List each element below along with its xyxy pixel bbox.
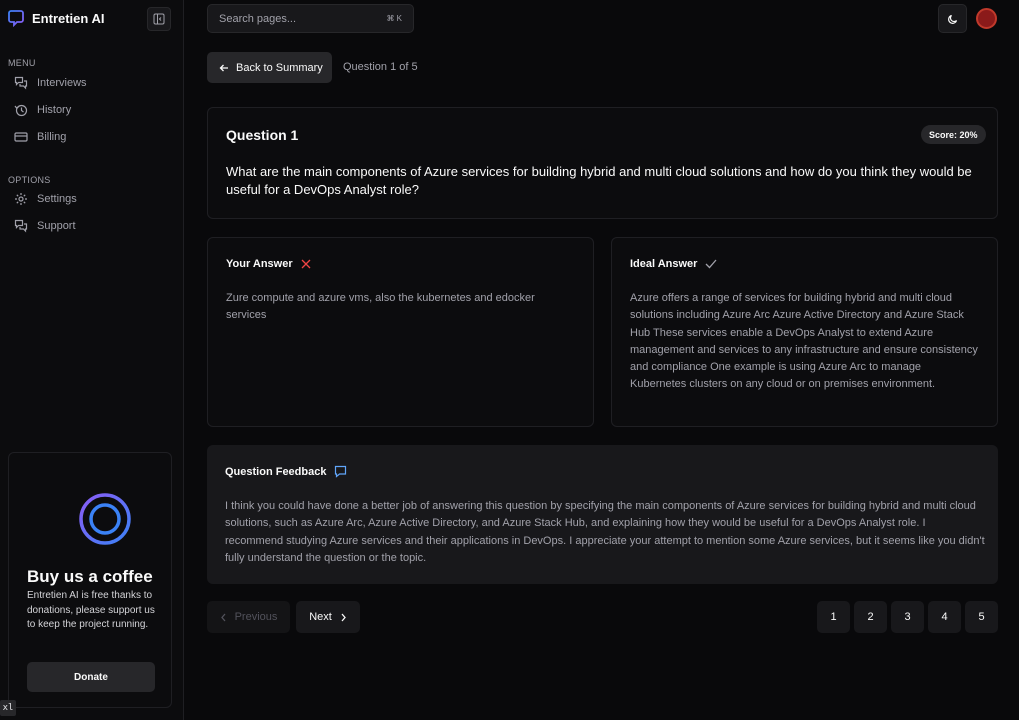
breakpoint-indicator: xl bbox=[0, 700, 16, 716]
back-to-summary-button[interactable] bbox=[207, 52, 332, 83]
donation-title: Buy us a coffee bbox=[27, 567, 153, 586]
sidebar-item-label: Support bbox=[37, 220, 76, 232]
options-section-label: OPTIONS bbox=[8, 175, 51, 185]
previous-button[interactable] bbox=[207, 601, 290, 633]
sidebar-item-billing[interactable] bbox=[8, 126, 173, 148]
sidebar-item-support[interactable] bbox=[8, 215, 173, 237]
chat-bubbles-icon bbox=[14, 219, 28, 233]
history-icon bbox=[14, 103, 28, 117]
coins-icon bbox=[49, 483, 133, 551]
feedback-label: Question Feedback bbox=[225, 465, 327, 478]
menu-section-label: MENU bbox=[8, 58, 36, 68]
your-answer-label: Your Answer bbox=[226, 258, 293, 270]
question-card bbox=[207, 107, 998, 219]
chat-logo-icon bbox=[8, 9, 24, 27]
sidebar-collapse-icon bbox=[153, 13, 165, 25]
previous-label: Previous bbox=[234, 611, 278, 623]
your-answer-card bbox=[207, 237, 594, 427]
chat-bubbles-icon bbox=[14, 76, 28, 90]
search-shortcut: ⌘ K bbox=[386, 14, 402, 23]
brand[interactable] bbox=[8, 9, 104, 27]
theme-toggle-button[interactable] bbox=[938, 4, 967, 33]
sidebar-item-label: History bbox=[37, 104, 72, 116]
donate-button[interactable]: Donate bbox=[27, 662, 155, 692]
message-icon bbox=[334, 465, 347, 478]
ideal-answer-card bbox=[611, 237, 998, 427]
question-title: Question 1 bbox=[226, 127, 299, 143]
search-placeholder: Search pages... bbox=[219, 12, 297, 25]
arrow-left-icon bbox=[219, 63, 229, 73]
question-counter: Question 1 of 5 bbox=[343, 61, 418, 73]
page-button-1[interactable]: 1 bbox=[817, 601, 850, 633]
ideal-answer-label: Ideal Answer bbox=[630, 258, 698, 270]
your-answer-text: Zure compute and azure vms, also the kubernetes and edocker services bbox=[226, 292, 535, 322]
moon-icon bbox=[947, 13, 959, 25]
ideal-answer-header bbox=[630, 258, 717, 270]
collapse-sidebar-button[interactable] bbox=[147, 7, 171, 31]
user-avatar[interactable] bbox=[976, 8, 997, 29]
sidebar-item-label: Billing bbox=[37, 131, 67, 143]
next-label: Next bbox=[309, 611, 332, 623]
feedback-text: I think you could have done a better job of answering this question by specifying the main components of Azure services for building hybrid and multi cloud solutions, such as Azure Arc, Azure Active Directory, and Azure Stack Hub, and explaining how they would be useful for a DevOps Analyst role. I recommend studying Azure services and their applications in DevOps. I appreciate your attempt to mention some Azure services, but it seems like you didn't fully understand the question or the topic. bbox=[225, 500, 985, 564]
score-badge: Score: 20% bbox=[921, 125, 986, 144]
feedback-header bbox=[225, 465, 347, 478]
sidebar-item-history[interactable] bbox=[8, 99, 173, 121]
chevron-left-icon bbox=[220, 613, 227, 622]
sidebar-item-interviews[interactable] bbox=[8, 72, 173, 94]
donation-card bbox=[8, 452, 172, 708]
next-button[interactable] bbox=[296, 601, 360, 633]
ideal-answer-text: Azure offers a range of services for building hybrid and multi cloud solutions including Azure Arc Azure Active Directory and Azure Stack Hub These services enable a DevOps Analyst to extend Azure management and services to any infrastructure and ensure consistency and compliance One example is using Azure Arc to manage Kubernetes clusters on any cloud or on premises environment. bbox=[630, 292, 978, 391]
sidebar-item-settings[interactable] bbox=[8, 188, 173, 210]
back-label: Back to Summary bbox=[236, 61, 323, 74]
x-mark-icon bbox=[301, 259, 311, 269]
page-button-3[interactable]: 3 bbox=[891, 601, 924, 633]
sidebar-item-label: Settings bbox=[37, 193, 77, 205]
question-text: What are the main components of Azure services for building hybrid and multi cloud solutions and how do you think they would be useful for a DevOps Analyst role? bbox=[226, 164, 972, 197]
app-name: Entretien AI bbox=[32, 10, 105, 26]
credit-card-icon bbox=[14, 130, 28, 144]
sidebar-item-label: Interviews bbox=[37, 77, 87, 89]
search-input[interactable] bbox=[207, 4, 414, 33]
donation-text: Entretien AI is free thanks to donations, please support us to keep the project running. bbox=[27, 590, 155, 630]
check-icon bbox=[705, 259, 717, 269]
gear-icon bbox=[14, 192, 28, 206]
sidebar bbox=[0, 0, 184, 720]
your-answer-header bbox=[226, 258, 311, 270]
page-button-2[interactable]: 2 bbox=[854, 601, 887, 633]
page-button-4[interactable]: 4 bbox=[928, 601, 961, 633]
chevron-right-icon bbox=[340, 613, 347, 622]
page-button-5[interactable]: 5 bbox=[965, 601, 998, 633]
feedback-card bbox=[207, 445, 998, 584]
